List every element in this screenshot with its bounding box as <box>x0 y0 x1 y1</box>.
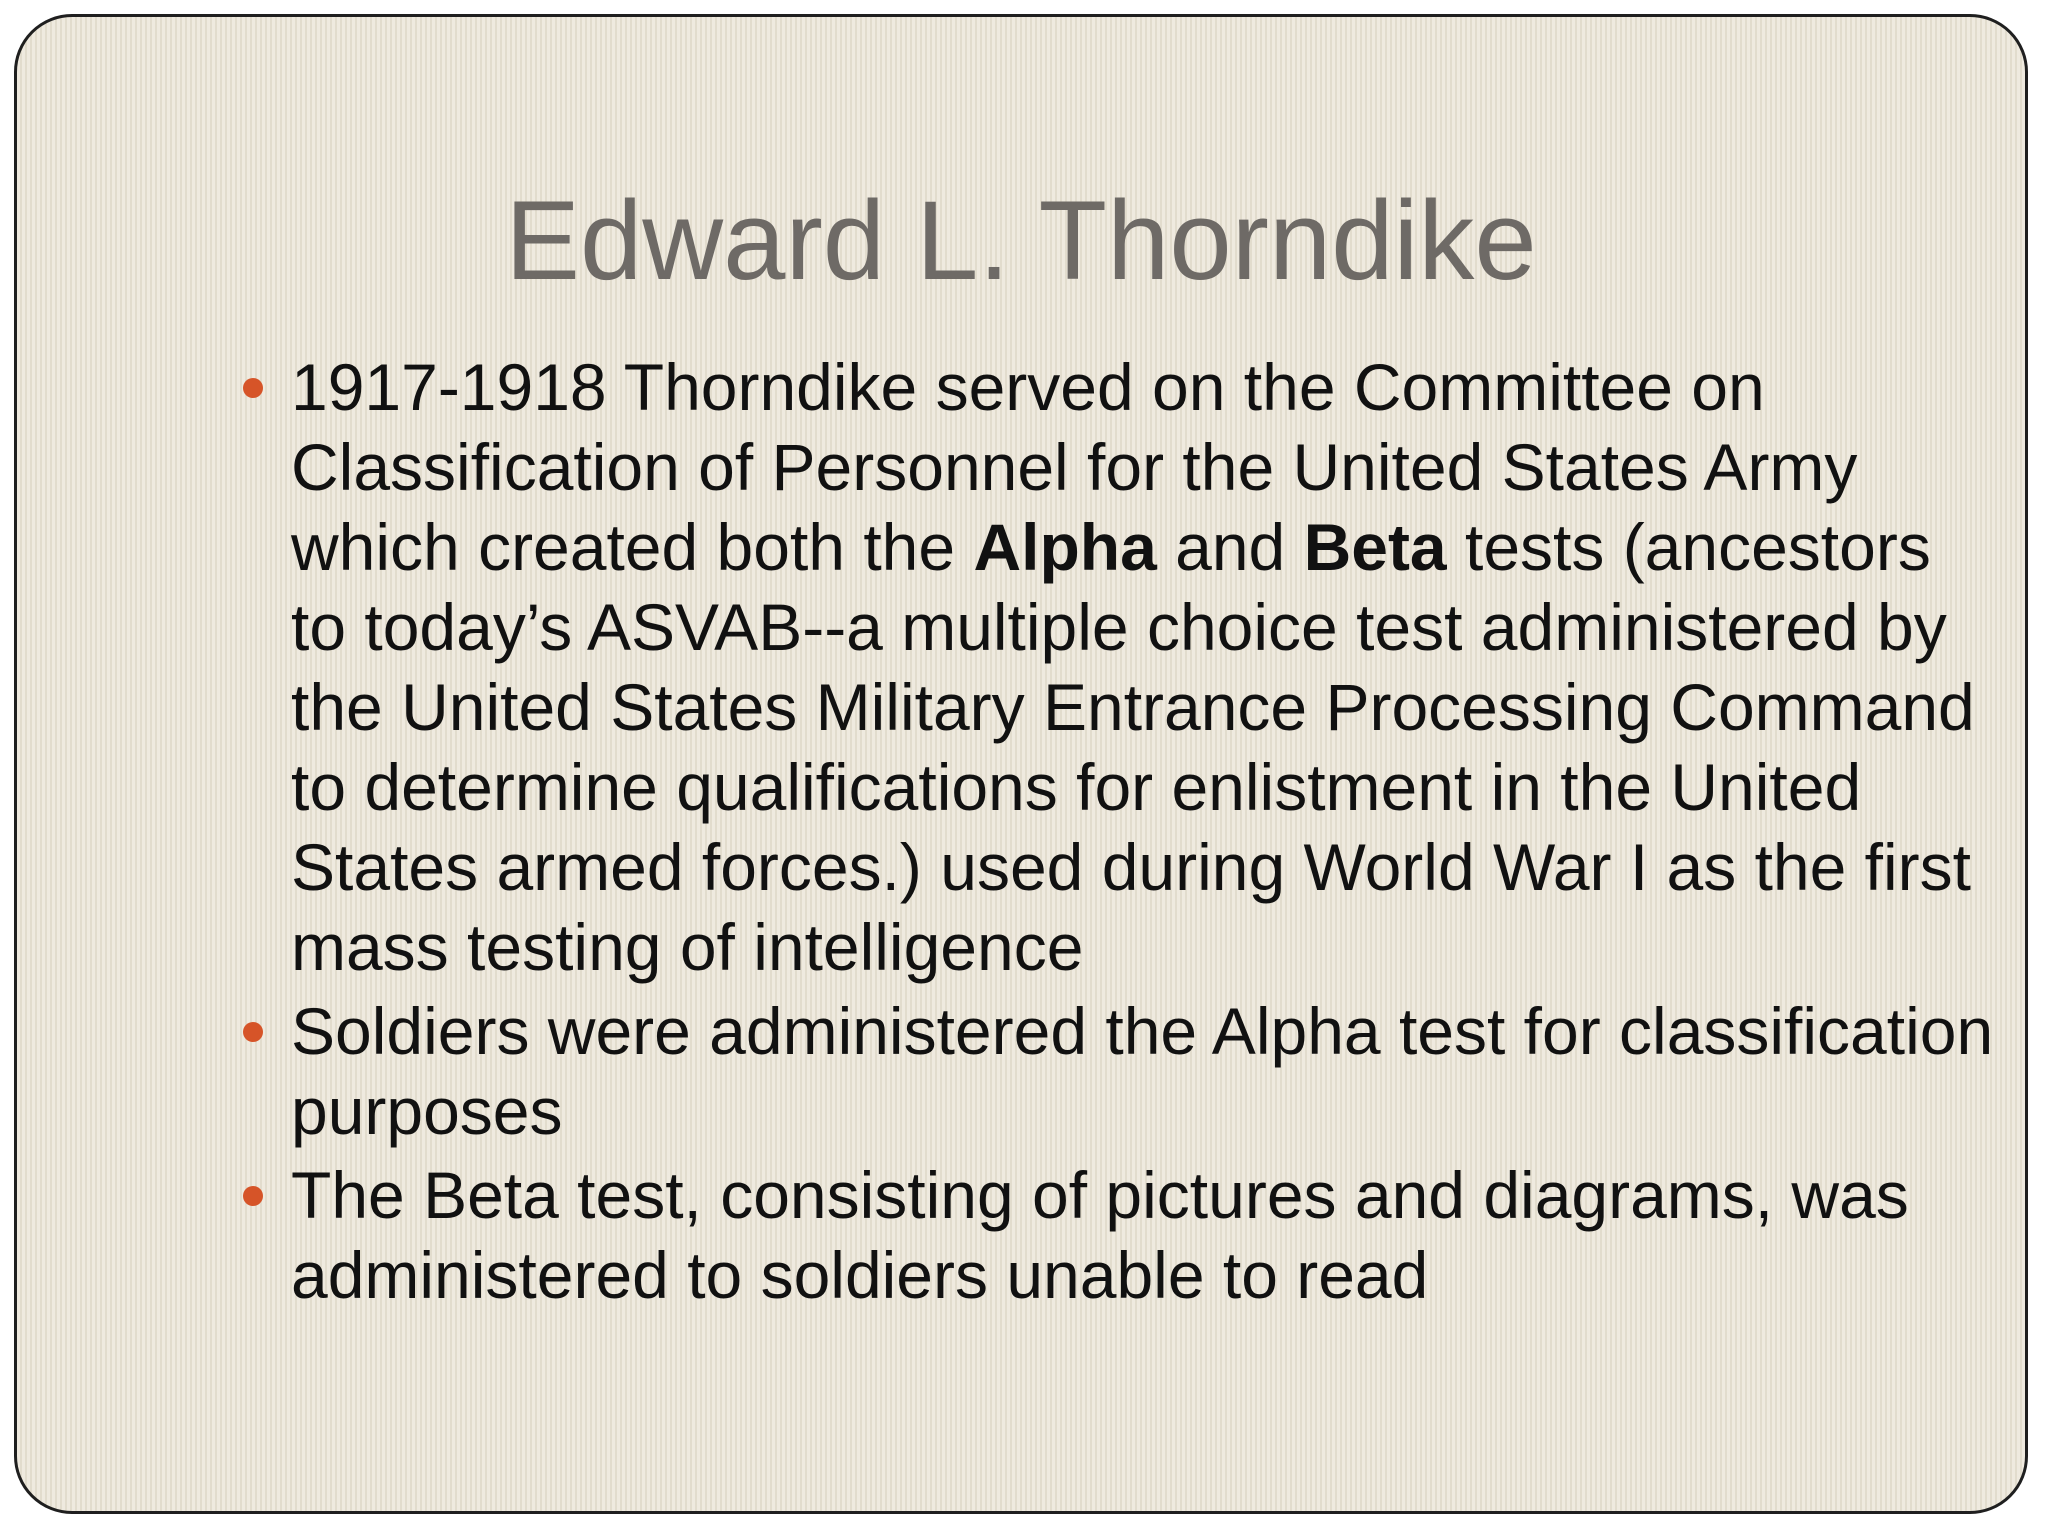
bullet-text-part: and <box>1156 510 1304 584</box>
bullet-dot-icon <box>243 1186 263 1206</box>
bullet-text: The Beta test, consisting of pictures and diagrams, was administered to soldiers unable to read <box>291 1158 1909 1312</box>
bold-term-beta: Beta <box>1303 510 1447 584</box>
bullet-text-part: tests (ancestors to today’s ASVAB--a multiple choice test administered by the United States Military Entrance Processing Command to determine qualifications for enlistment in the United States armed forces.) used during World War I as the first mass testing of intelligence <box>291 510 1975 984</box>
bullet-text: Soldiers were administered the Alpha test for classification purposes <box>291 994 1994 1148</box>
bold-term-alpha: Alpha <box>973 510 1157 584</box>
bullet-dot-icon <box>243 378 263 398</box>
bullet-dot-icon <box>243 1022 263 1042</box>
slide <box>14 14 2028 1514</box>
slide-title: Edward L. Thorndike <box>505 178 1537 303</box>
bullet-list <box>17 347 2027 1319</box>
list-item <box>17 347 2027 987</box>
bullet-text <box>291 347 1997 987</box>
list-item <box>17 1155 2027 1315</box>
bullet-text-part: 1917-1918 Thorndike served on the Committee on Classification of Personnel for the United States Army which created both the <box>291 350 1858 584</box>
list-item <box>17 991 2027 1151</box>
